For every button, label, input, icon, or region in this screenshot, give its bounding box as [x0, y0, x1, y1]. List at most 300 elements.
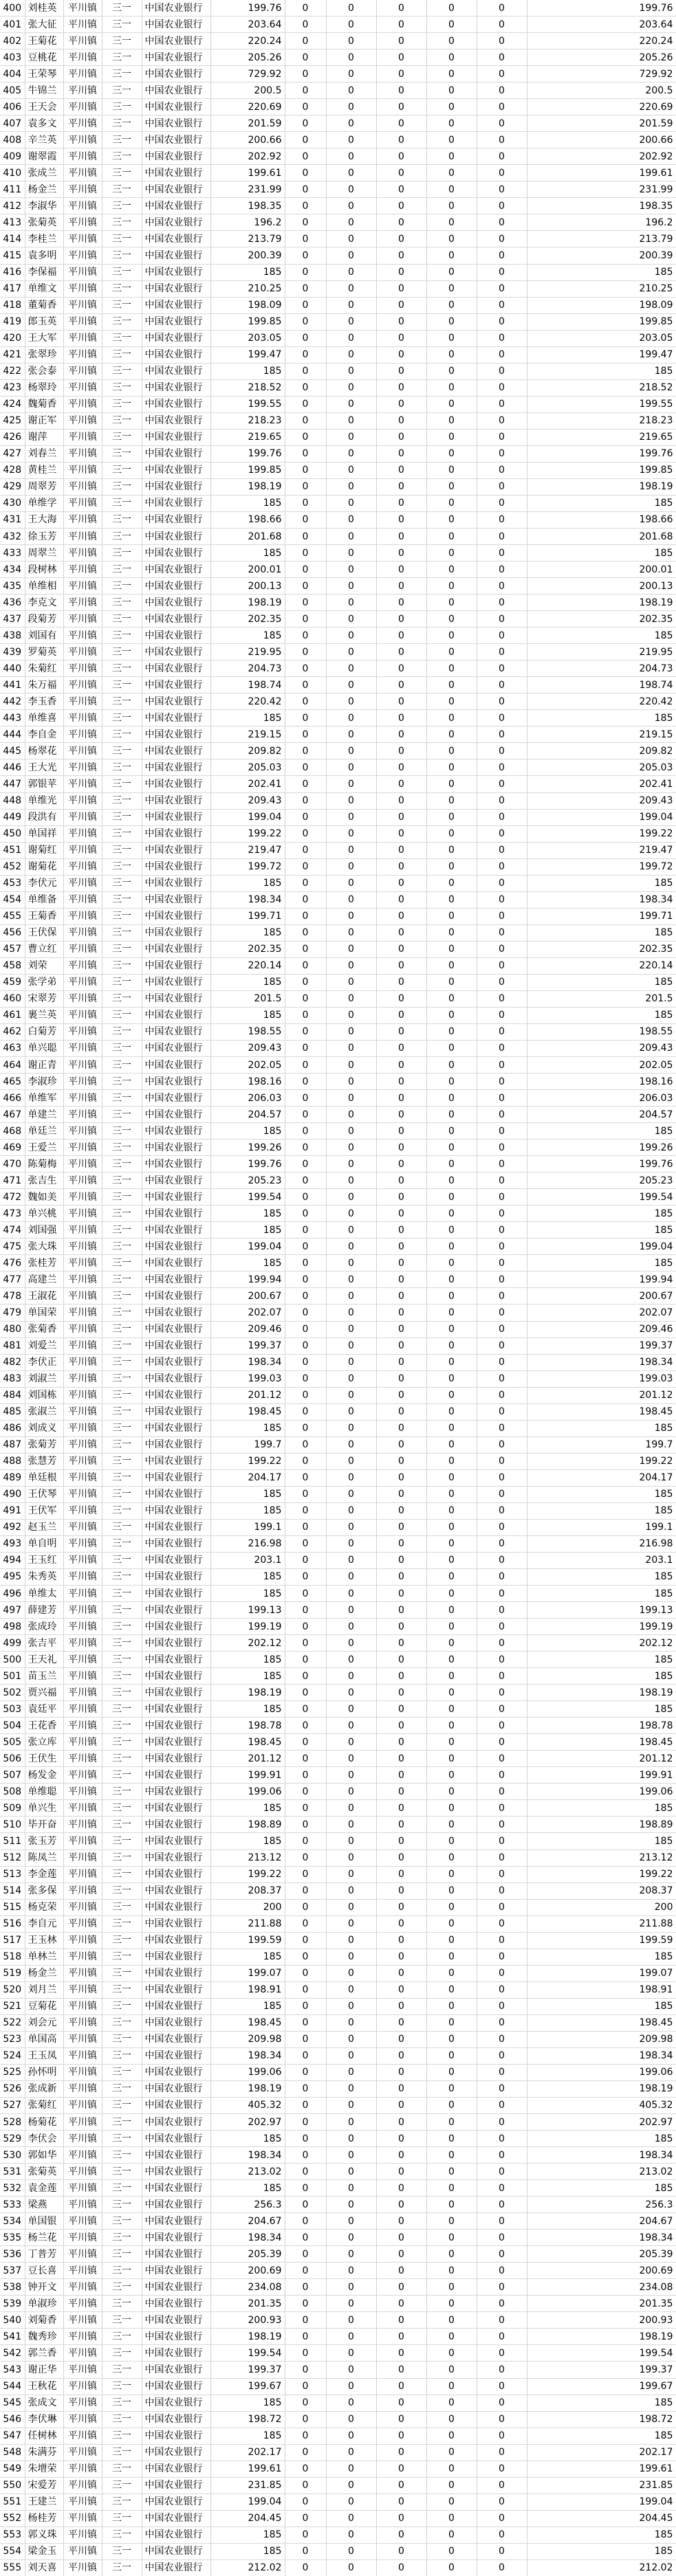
group-cell: 三一 — [102, 1007, 142, 1023]
zero-cell: 0 — [285, 1255, 326, 1272]
row-number-cell: 535 — [0, 2230, 25, 2246]
total-cell: 199.76 — [527, 1156, 676, 1173]
bank-cell: 中国农业银行 — [142, 2131, 210, 2147]
amount-cell: 199.61 — [210, 2461, 285, 2477]
total-cell: 199.67 — [527, 2378, 676, 2395]
amount-cell: 219.47 — [210, 842, 285, 858]
bank-cell: 中国农业银行 — [142, 1090, 210, 1107]
zero-cell: 0 — [426, 66, 477, 82]
zero-cell: 0 — [376, 908, 426, 924]
zero-cell: 0 — [376, 462, 426, 478]
zero-cell: 0 — [326, 2014, 376, 2031]
group-cell: 三一 — [102, 1403, 142, 1420]
table-row — [0, 1899, 676, 1916]
name-cell: 张成文 — [25, 2395, 63, 2411]
zero-cell: 0 — [477, 478, 527, 495]
row-number-cell: 508 — [0, 1784, 25, 1800]
group-cell: 三一 — [102, 181, 142, 198]
table-row — [0, 1206, 676, 1222]
zero-cell: 0 — [326, 644, 376, 660]
table-row — [0, 1074, 676, 1090]
group-cell: 三一 — [102, 429, 142, 445]
zero-cell: 0 — [326, 1718, 376, 1734]
zero-cell: 0 — [376, 924, 426, 941]
table-row — [0, 1222, 676, 1239]
name-cell: 郭兰香 — [25, 2345, 63, 2362]
zero-cell: 0 — [426, 1619, 477, 1635]
table-row — [0, 148, 676, 165]
zero-cell: 0 — [477, 1850, 527, 1866]
total-cell: 199.26 — [527, 1140, 676, 1156]
amount-cell: 202.12 — [210, 1635, 285, 1652]
group-cell: 三一 — [102, 165, 142, 181]
zero-cell: 0 — [477, 1602, 527, 1619]
table-row — [0, 2246, 676, 2263]
total-cell: 199.22 — [527, 1453, 676, 1469]
total-cell: 202.17 — [527, 2444, 676, 2461]
row-number-cell: 436 — [0, 595, 25, 611]
zero-cell: 0 — [477, 49, 527, 66]
zero-cell: 0 — [285, 429, 326, 445]
total-cell: 200.39 — [527, 247, 676, 264]
zero-cell: 0 — [477, 82, 527, 99]
table-row — [0, 578, 676, 595]
amount-cell: 185 — [210, 2131, 285, 2147]
row-number-cell: 435 — [0, 578, 25, 595]
table-row — [0, 1387, 676, 1403]
table-row — [0, 363, 676, 379]
amount-cell: 201.35 — [210, 2296, 285, 2312]
zero-cell: 0 — [326, 1701, 376, 1718]
zero-cell: 0 — [326, 924, 376, 941]
zero-cell: 0 — [326, 1222, 376, 1239]
name-cell: 李伏元 — [25, 875, 63, 891]
town-cell: 平川镇 — [63, 1833, 102, 1850]
total-cell: 198.34 — [527, 2230, 676, 2246]
zero-cell: 0 — [477, 2031, 527, 2047]
zero-cell: 0 — [426, 2345, 477, 2362]
town-cell: 平川镇 — [63, 2080, 102, 2097]
row-number-cell: 450 — [0, 825, 25, 842]
zero-cell: 0 — [326, 1387, 376, 1403]
total-cell: 199.13 — [527, 1602, 676, 1619]
bank-cell: 中国农业银行 — [142, 2395, 210, 2411]
zero-cell: 0 — [326, 776, 376, 792]
zero-cell: 0 — [477, 1074, 527, 1090]
group-cell: 三一 — [102, 1502, 142, 1519]
zero-cell: 0 — [477, 2560, 527, 2576]
zero-cell: 0 — [285, 1090, 326, 1107]
total-cell: 202.92 — [527, 148, 676, 165]
row-number-cell: 486 — [0, 1420, 25, 1436]
table-row — [0, 1981, 676, 1998]
zero-cell: 0 — [426, 2378, 477, 2395]
zero-cell: 0 — [326, 2047, 376, 2064]
zero-cell: 0 — [426, 1701, 477, 1718]
town-cell: 平川镇 — [63, 429, 102, 445]
zero-cell: 0 — [285, 1420, 326, 1436]
bank-cell: 中国农业银行 — [142, 809, 210, 825]
zero-cell: 0 — [326, 2180, 376, 2197]
zero-cell: 0 — [477, 611, 527, 628]
group-cell: 三一 — [102, 1123, 142, 1140]
amount-cell: 199.76 — [210, 445, 285, 462]
zero-cell: 0 — [376, 2246, 426, 2263]
total-cell: 199.91 — [527, 1767, 676, 1784]
bank-cell: 中国农业银行 — [142, 660, 210, 677]
zero-cell: 0 — [285, 2097, 326, 2113]
total-cell: 219.47 — [527, 842, 676, 858]
row-number-cell: 517 — [0, 1932, 25, 1948]
row-number-cell: 536 — [0, 2246, 25, 2263]
zero-cell: 0 — [477, 1420, 527, 1436]
zero-cell: 0 — [426, 660, 477, 677]
zero-cell: 0 — [426, 1140, 477, 1156]
total-cell: 199.19 — [527, 1619, 676, 1635]
group-cell: 三一 — [102, 1189, 142, 1206]
total-cell: 208.37 — [527, 1883, 676, 1899]
zero-cell: 0 — [376, 379, 426, 396]
zero-cell: 0 — [285, 33, 326, 49]
zero-cell: 0 — [477, 2296, 527, 2312]
zero-cell: 0 — [376, 1866, 426, 1883]
zero-cell: 0 — [285, 2543, 326, 2560]
group-cell: 三一 — [102, 1519, 142, 1535]
name-cell: 张立库 — [25, 1734, 63, 1751]
zero-cell: 0 — [477, 2014, 527, 2031]
town-cell: 平川镇 — [63, 1007, 102, 1023]
town-cell: 平川镇 — [63, 1040, 102, 1056]
zero-cell: 0 — [376, 33, 426, 49]
group-cell: 三一 — [102, 1817, 142, 1833]
table-row — [0, 346, 676, 363]
amount-cell: 405.32 — [210, 2097, 285, 2113]
zero-cell: 0 — [426, 2014, 477, 2031]
town-cell: 平川镇 — [63, 2064, 102, 2080]
zero-cell: 0 — [326, 1734, 376, 1751]
total-cell: 201.5 — [527, 990, 676, 1007]
zero-cell: 0 — [376, 1619, 426, 1635]
row-number-cell: 497 — [0, 1602, 25, 1619]
zero-cell: 0 — [477, 396, 527, 412]
group-cell: 三一 — [102, 1899, 142, 1916]
zero-cell: 0 — [376, 1156, 426, 1173]
total-cell: 202.05 — [527, 1057, 676, 1074]
zero-cell: 0 — [285, 990, 326, 1007]
total-cell: 199.94 — [527, 1272, 676, 1288]
table-row — [0, 1833, 676, 1850]
bank-cell: 中国农业银行 — [142, 1668, 210, 1685]
zero-cell: 0 — [426, 1535, 477, 1552]
zero-cell: 0 — [426, 2031, 477, 2047]
group-cell: 三一 — [102, 1965, 142, 1981]
bank-cell: 中国农业银行 — [142, 1387, 210, 1403]
row-number-cell: 501 — [0, 1668, 25, 1685]
town-cell: 平川镇 — [63, 2279, 102, 2296]
zero-cell: 0 — [477, 792, 527, 809]
town-cell: 平川镇 — [63, 1602, 102, 1619]
total-cell: 203.64 — [527, 16, 676, 33]
amount-cell: 220.42 — [210, 693, 285, 710]
zero-cell: 0 — [426, 677, 477, 693]
bank-cell: 中国农业银行 — [142, 2014, 210, 2031]
town-cell: 平川镇 — [63, 1023, 102, 1040]
zero-cell: 0 — [376, 2345, 426, 2362]
row-number-cell: 441 — [0, 677, 25, 693]
bank-cell: 中国农业银行 — [142, 726, 210, 743]
zero-cell: 0 — [426, 1602, 477, 1619]
zero-cell: 0 — [285, 1107, 326, 1123]
group-cell: 三一 — [102, 974, 142, 990]
name-cell: 张吉平 — [25, 1635, 63, 1652]
name-cell: 谢菊红 — [25, 842, 63, 858]
table-row — [0, 1602, 676, 1619]
zero-cell: 0 — [285, 396, 326, 412]
table-row — [0, 974, 676, 990]
bank-cell: 中国农业银行 — [142, 545, 210, 562]
total-cell: 185 — [527, 1998, 676, 2014]
bank-cell: 中国农业银行 — [142, 875, 210, 891]
zero-cell: 0 — [426, 628, 477, 644]
row-number-cell: 550 — [0, 2477, 25, 2494]
zero-cell: 0 — [326, 99, 376, 115]
table-row — [0, 858, 676, 875]
town-cell: 平川镇 — [63, 1916, 102, 1932]
zero-cell: 0 — [326, 445, 376, 462]
zero-cell: 0 — [376, 2477, 426, 2494]
table-row — [0, 132, 676, 148]
table-row — [0, 412, 676, 429]
zero-cell: 0 — [376, 2560, 426, 2576]
zero-cell: 0 — [326, 297, 376, 313]
zero-cell: 0 — [376, 1436, 426, 1453]
zero-cell: 0 — [326, 2080, 376, 2097]
row-number-cell: 541 — [0, 2329, 25, 2345]
row-number-cell: 471 — [0, 1173, 25, 1189]
row-number-cell: 518 — [0, 1948, 25, 1965]
zero-cell: 0 — [426, 1387, 477, 1403]
zero-cell: 0 — [376, 313, 426, 330]
row-number-cell: 474 — [0, 1222, 25, 1239]
total-cell: 200.01 — [527, 562, 676, 578]
bank-cell: 中国农业银行 — [142, 1189, 210, 1206]
total-cell: 199.04 — [527, 1239, 676, 1255]
zero-cell: 0 — [326, 628, 376, 644]
group-cell: 三一 — [102, 1552, 142, 1568]
zero-cell: 0 — [477, 363, 527, 379]
zero-cell: 0 — [326, 181, 376, 198]
zero-cell: 0 — [477, 2279, 527, 2296]
table-row — [0, 809, 676, 825]
zero-cell: 0 — [426, 165, 477, 181]
row-number-cell: 520 — [0, 1981, 25, 1998]
name-cell: 裹兰英 — [25, 1007, 63, 1023]
zero-cell: 0 — [376, 132, 426, 148]
group-cell: 三一 — [102, 1074, 142, 1090]
name-cell: 袁多文 — [25, 115, 63, 132]
name-cell: 曹立红 — [25, 941, 63, 957]
zero-cell: 0 — [285, 908, 326, 924]
town-cell: 平川镇 — [63, 1948, 102, 1965]
table-row — [0, 2395, 676, 2411]
zero-cell: 0 — [285, 462, 326, 478]
group-cell: 三一 — [102, 1981, 142, 1998]
zero-cell: 0 — [426, 1453, 477, 1469]
name-cell: 段菊芳 — [25, 611, 63, 628]
zero-cell: 0 — [285, 1701, 326, 1718]
row-number-cell: 483 — [0, 1370, 25, 1387]
zero-cell: 0 — [326, 1602, 376, 1619]
amount-cell: 202.17 — [210, 2444, 285, 2461]
total-cell: 220.42 — [527, 693, 676, 710]
zero-cell: 0 — [326, 2411, 376, 2428]
zero-cell: 0 — [477, 511, 527, 528]
name-cell: 张淑兰 — [25, 1403, 63, 1420]
table-row — [0, 726, 676, 743]
town-cell: 平川镇 — [63, 1965, 102, 1981]
zero-cell: 0 — [477, 2461, 527, 2477]
zero-cell: 0 — [326, 875, 376, 891]
zero-cell: 0 — [376, 16, 426, 33]
amount-cell: 219.15 — [210, 726, 285, 743]
total-cell: 213.12 — [527, 1850, 676, 1866]
row-number-cell: 495 — [0, 1568, 25, 1585]
zero-cell: 0 — [285, 2378, 326, 2395]
group-cell: 三一 — [102, 2246, 142, 2263]
zero-cell: 0 — [426, 478, 477, 495]
zero-cell: 0 — [326, 231, 376, 247]
row-number-cell: 452 — [0, 858, 25, 875]
group-cell: 三一 — [102, 363, 142, 379]
amount-cell: 202.35 — [210, 941, 285, 957]
town-cell: 平川镇 — [63, 2378, 102, 2395]
bank-cell: 中国农业银行 — [142, 1288, 210, 1304]
amount-cell: 199.37 — [210, 2362, 285, 2378]
zero-cell: 0 — [477, 1140, 527, 1156]
zero-cell: 0 — [477, 0, 527, 16]
zero-cell: 0 — [477, 1635, 527, 1652]
town-cell: 平川镇 — [63, 33, 102, 49]
row-number-cell: 533 — [0, 2197, 25, 2213]
zero-cell: 0 — [426, 429, 477, 445]
name-cell: 王伏琴 — [25, 1486, 63, 1502]
zero-cell: 0 — [376, 1718, 426, 1734]
group-cell: 三一 — [102, 2230, 142, 2246]
row-number-cell: 406 — [0, 99, 25, 115]
row-number-cell: 525 — [0, 2064, 25, 2080]
zero-cell: 0 — [477, 132, 527, 148]
town-cell: 平川镇 — [63, 1800, 102, 1817]
zero-cell: 0 — [285, 478, 326, 495]
zero-cell: 0 — [477, 1998, 527, 2014]
town-cell: 平川镇 — [63, 759, 102, 776]
amount-cell: 185 — [210, 1948, 285, 1965]
group-cell: 三一 — [102, 2131, 142, 2147]
name-cell: 钟开文 — [25, 2279, 63, 2296]
zero-cell: 0 — [426, 1090, 477, 1107]
town-cell: 平川镇 — [63, 1255, 102, 1272]
total-cell: 200.5 — [527, 82, 676, 99]
zero-cell: 0 — [376, 1222, 426, 1239]
bank-cell: 中国农业银行 — [142, 1222, 210, 1239]
group-cell: 三一 — [102, 1040, 142, 1056]
zero-cell: 0 — [477, 148, 527, 165]
zero-cell: 0 — [285, 66, 326, 82]
bank-cell: 中国农业银行 — [142, 2180, 210, 2197]
group-cell: 三一 — [102, 1535, 142, 1552]
total-cell: 205.26 — [527, 49, 676, 66]
name-cell: 梁燕 — [25, 2197, 63, 2213]
zero-cell: 0 — [426, 181, 477, 198]
zero-cell: 0 — [326, 2527, 376, 2543]
town-cell: 平川镇 — [63, 1387, 102, 1403]
zero-cell: 0 — [477, 2213, 527, 2230]
table-row — [0, 1751, 676, 1767]
zero-cell: 0 — [326, 1619, 376, 1635]
zero-cell: 0 — [477, 1502, 527, 1519]
zero-cell: 0 — [376, 1899, 426, 1916]
amount-cell: 234.08 — [210, 2279, 285, 2296]
bank-cell: 中国农业银行 — [142, 2444, 210, 2461]
name-cell: 单维聪 — [25, 1784, 63, 1800]
zero-cell: 0 — [326, 858, 376, 875]
table-row — [0, 1023, 676, 1040]
zero-cell: 0 — [426, 2395, 477, 2411]
zero-cell: 0 — [376, 1751, 426, 1767]
group-cell: 三一 — [102, 2097, 142, 2113]
name-cell: 杨金兰 — [25, 181, 63, 198]
zero-cell: 0 — [477, 181, 527, 198]
table-row — [0, 611, 676, 628]
town-cell: 平川镇 — [63, 297, 102, 313]
total-cell: 185 — [527, 2527, 676, 2543]
row-number-cell: 434 — [0, 562, 25, 578]
group-cell: 三一 — [102, 595, 142, 611]
bank-cell: 中国农业银行 — [142, 346, 210, 363]
town-cell: 平川镇 — [63, 660, 102, 677]
row-number-cell: 425 — [0, 412, 25, 429]
zero-cell: 0 — [285, 1965, 326, 1981]
table-row — [0, 1635, 676, 1652]
group-cell: 三一 — [102, 1173, 142, 1189]
zero-cell: 0 — [285, 1321, 326, 1337]
zero-cell: 0 — [326, 214, 376, 231]
town-cell: 平川镇 — [63, 1519, 102, 1535]
zero-cell: 0 — [426, 2213, 477, 2230]
town-cell: 平川镇 — [63, 1486, 102, 1502]
row-number-cell: 522 — [0, 2014, 25, 2031]
town-cell: 平川镇 — [63, 264, 102, 280]
zero-cell: 0 — [477, 1206, 527, 1222]
zero-cell: 0 — [477, 858, 527, 875]
name-cell: 张成玲 — [25, 1619, 63, 1635]
zero-cell: 0 — [477, 1387, 527, 1403]
town-cell: 平川镇 — [63, 1469, 102, 1486]
bank-cell: 中国农业银行 — [142, 280, 210, 297]
zero-cell: 0 — [326, 1107, 376, 1123]
table-row — [0, 1998, 676, 2014]
zero-cell: 0 — [326, 462, 376, 478]
name-cell: 张菊红 — [25, 2097, 63, 2113]
zero-cell: 0 — [376, 2461, 426, 2477]
group-cell: 三一 — [102, 1701, 142, 1718]
zero-cell: 0 — [326, 759, 376, 776]
total-cell: 199.47 — [527, 346, 676, 363]
bank-cell: 中国农业银行 — [142, 379, 210, 396]
zero-cell: 0 — [477, 2263, 527, 2279]
name-cell: 杨菊花 — [25, 2114, 63, 2131]
name-cell: 张菊香 — [25, 1321, 63, 1337]
